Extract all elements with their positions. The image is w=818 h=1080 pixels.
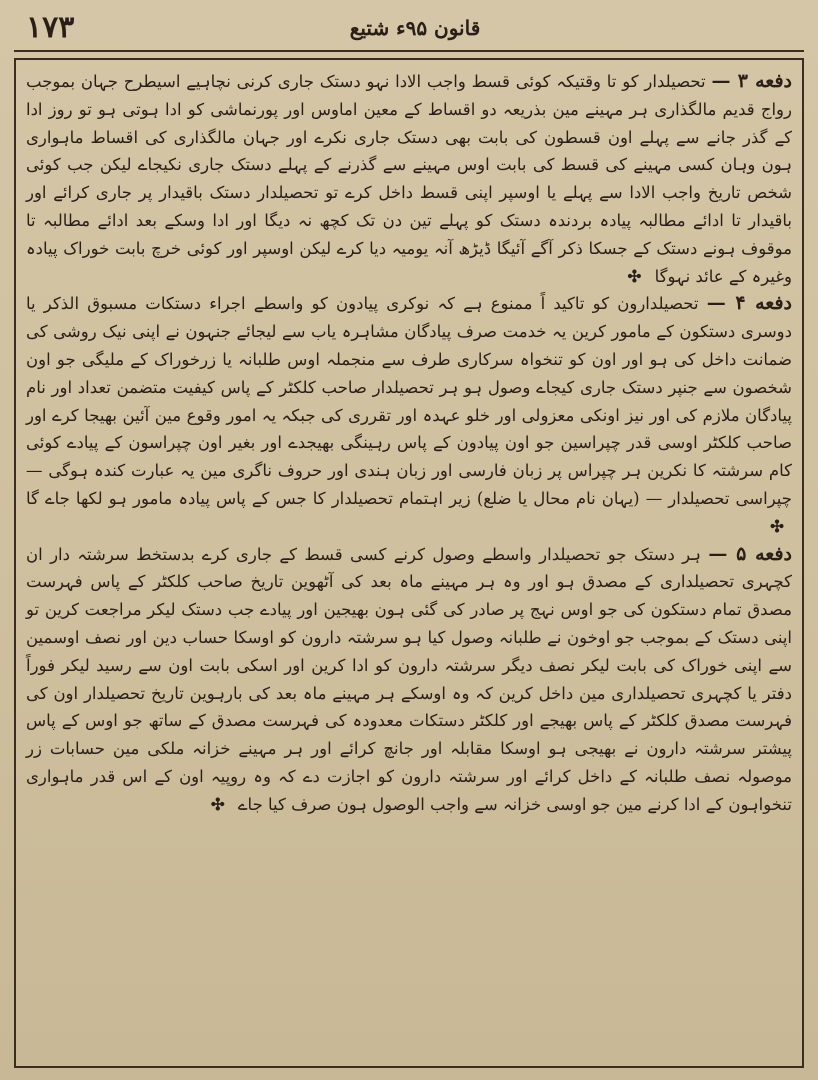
body-text — [26, 68, 792, 819]
section-end-mark: ✣ — [627, 266, 642, 286]
section-5-heading: دفعه ۵ — — [708, 542, 792, 565]
section-5 — [26, 541, 792, 819]
page-number: ۱۷۳ — [26, 10, 75, 45]
section-3 — [26, 68, 792, 290]
section-end-mark: ✣ — [770, 516, 784, 536]
section-4-heading: دفعه ۴ — — [706, 292, 792, 315]
running-title: قانون ۹۵ء شتیع — [349, 16, 481, 40]
section-5-text: ہر دستک جو تحصیلدار واسطے وصول کرنے کسی قسط کے جاری کرے بدستخط سرشتہ دار ان کچہری تحصیلداری کے مصدق ہو اور وہ ہر مہینے ماہ بعد کی آٹھوین تاریخ صاحب کلکٹر کے پاس فہرست مصدق تمام دستکون کی جو اوس نہج پر صادر کی گئی ہون بھیجین اور پیادے جب دستک لیکر مراجعت کرین تو اپنی دستک کے بموجب جو اوخون نے طلبانہ وصول کیا ہو سرشتہ دارون کو اوسکا حساب دین اور نصف اوسمین سے اپنی خوراک کی بابت لیکر نصف دیگر سرشتہ دارون کو ادا کرین اور اسکی بابت اون سے رسید لیکر فوراً دفتر یا کچہری تحصیلداری مین داخل کرین کہ وہ اوسکے ہر مہینے ماہ بعد کی بارہوین تاریخ تحصیلدار اون کی فہرست مصدق کلکٹر کے پاس بھیجے اور کلکٹر دستکات معدودہ کی فہرست مصدق کے ساتھ جو اوس کے پاس پیشتر سرشتہ دارون نے بھیجی ہو اوسکا مقابلہ اور جانچ کرائے اور ہر مہینے خزانہ ملکی مین حسابات زر موصولہ نصف طلبانہ کے داخل کرائے اور سرشتہ دارون کو اجازت دے کہ وہ روپیہ اون کے اس قدر ماہواری تنخواہون کے ادا کرنے مین جو اوسی خزانہ سے واجب الوصول ہون صرف کیا جاے — [26, 544, 793, 814]
section-4-text: تحصیلدارون کو تاکید اً ممنوع ہے کہ نوکری پیادون کو واسطے اجراء دستکات مسبوق الذکر یا دوسری دستکون کے مامور کرین یہ خدمت صرف پیادگان مشاہرہ یاب سے لیجائے جنہون نے اپنی نیک روشی کی ضمانت داخل کی ہو اور اون کو تنخواہ سرکاری طرف سے منجملہ اوس طلبانہ یا زرخوراک کے ملیگی جو اون شخصون سے جنپر دستک جاری کیجاے وصول ہو ہر تحصیلدار صاحب کلکٹر کے پاس کیفیت متضمن تعداد اور نام پیادگان ملازم کی اور نیز اونکی معزولی اور خلو عہدہ اور تقرری کی جبکہ یہ امور وقوع مین آئین بھیجا کرے اور صاحب کلکٹر اوسی قدر چپراسین جو اون پیادون کے پاس رہینگی بھیجدے اور بغیر اون چپراسون کے پیادے کوئی کام سرشتہ کا نکرین ہر چپراس پر زبان فارسی اور زبان ہندی اور حروف ناگری مین یہ عبارت کندہ ہوگی — چپراسی تحصیلدار — (یہان نام محال یا ضلع) زیر اہتمام تحصیلدار کا جس کے پاس پیادہ مامور ہو لکھا جاے گا — [26, 294, 792, 508]
section-3-text: تحصیلدار کو تا وقتیکہ کوئی قسط واجب الادا نہو دستک جاری کرنی نچاہیے اسیطرح جہان بموجب رواج قدیم مالگذاری ہر مہینے مین بذریعہ دو اقساط کے معین اماوس اور پورنماشی کو ادا ہوتی ہو تو روز ادا کے گذر جانے سے پہلے اون قسطون کی بابت بھی دستک جاری نکرے اور جہان مالگذاری کی اقساط ماہواری ہون وہان کسی مہینے کی قسط کی بابت اوس مہینے سے گذرنے کے پہلے دستک جاری نکیجاے لیکن جب کوئی شخص تاریخ واجب الادا سے پہلے یا اوسپر اپنی قسط داخل کرے تو تحصیلدار دستک باقیدار پر جاری کرائے اور باقیدار تا ادائے مطالبہ پیادہ بردندہ دستک کو پہلے تین دن تک کچھ نہ دیگا اور ادا وسکے بعد ادائے مطالبہ تا موقوف ہونے دستک کے جسکا ذکر آگے آئیگا ڈیڑھ آنہ یومیہ دیا کرے لیکن اوسپر اور کوئی خرچ بابت خوراک پیادہ وغیرہ کے عائد نہوگا — [26, 72, 793, 286]
header-rule — [14, 50, 804, 52]
section-4 — [26, 290, 792, 540]
section-3-heading: دفعه ۳ — — [711, 70, 793, 92]
section-end-mark: ✣ — [210, 794, 225, 814]
